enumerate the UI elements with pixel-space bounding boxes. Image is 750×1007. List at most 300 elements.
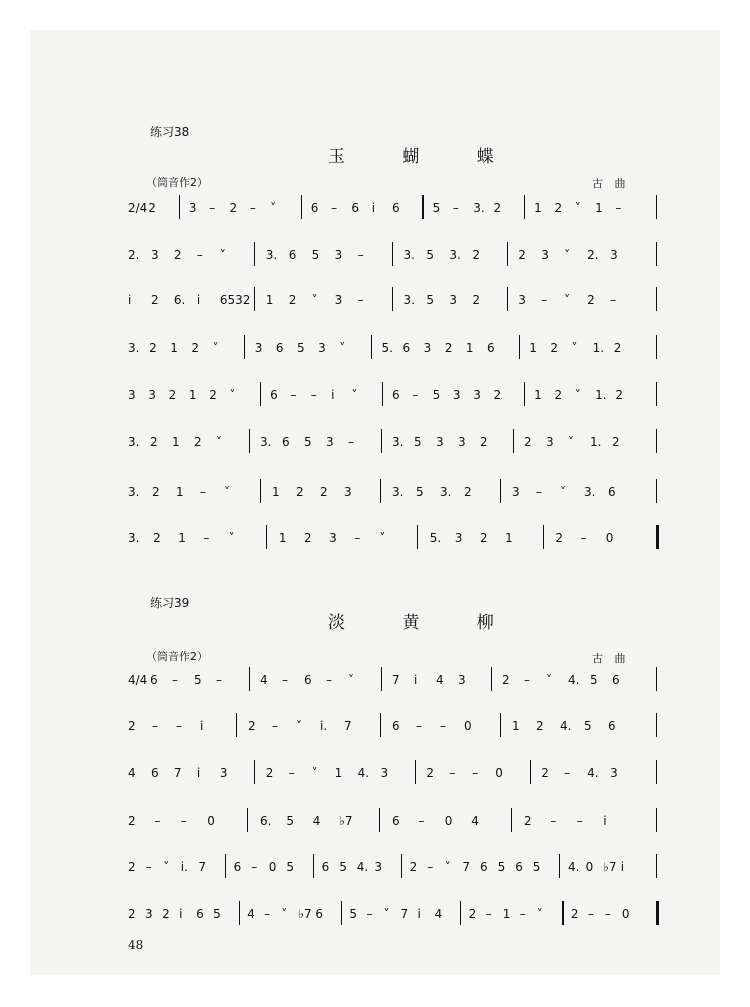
barline <box>656 287 657 311</box>
ex39-line-2 <box>128 716 656 738</box>
note-token: 6 <box>304 673 312 687</box>
note-token: 3 <box>512 485 520 499</box>
note-token: 2 <box>296 485 304 499</box>
exercise-38-label: 练习38 <box>150 125 190 139</box>
note-token: 4 <box>128 766 136 780</box>
note-token: 2 <box>152 485 160 499</box>
note-token: 2 <box>502 673 510 687</box>
note-token: 2 <box>288 293 297 307</box>
ex38-line-7 <box>128 482 656 504</box>
note-token: 2 <box>554 201 563 215</box>
note-token: 2 <box>536 719 544 733</box>
note-token: – <box>615 201 622 215</box>
note-token: 5 <box>532 860 541 874</box>
barline <box>260 382 261 406</box>
note-token: 5 <box>349 907 358 921</box>
note-token: 5 <box>286 860 295 874</box>
note-token: 3 <box>610 248 618 262</box>
note-token: 5 <box>432 201 441 215</box>
note-token: 3. <box>392 485 404 499</box>
note-token: 5 <box>426 248 435 262</box>
note-token: 1 <box>170 341 178 355</box>
note-token: 7 <box>198 860 207 874</box>
note-token: 0 <box>207 814 215 828</box>
note-token: 2 <box>541 766 549 780</box>
barline <box>382 382 383 406</box>
note-token: 3 <box>219 766 228 780</box>
note-token: 6 <box>608 485 616 499</box>
note-token: 0 <box>605 531 614 545</box>
note-token: – <box>366 907 373 921</box>
note-token: 1. <box>595 388 607 402</box>
note-token: 2 <box>320 485 328 499</box>
barline <box>519 335 520 359</box>
note-token: 3 <box>334 293 343 307</box>
note-token: 1 <box>534 388 542 402</box>
exercise-38-source: 古 曲 <box>592 177 630 190</box>
note-token: i <box>331 388 335 402</box>
note-token: – <box>576 814 583 828</box>
note-token: 6 <box>487 341 495 355</box>
note-token: – <box>610 293 617 307</box>
note-token: – <box>449 766 456 780</box>
note-token: 2 <box>128 860 136 874</box>
note-token: 2 <box>194 435 202 449</box>
barline <box>249 429 250 453</box>
note-token: – <box>176 719 182 733</box>
note-token: 2 <box>587 293 595 307</box>
note-token: 7 <box>173 766 182 780</box>
note-token: – <box>251 860 258 874</box>
barline <box>301 195 302 219</box>
barline <box>260 479 261 503</box>
note-token: 1 <box>178 531 186 545</box>
note-token: 2 <box>209 388 217 402</box>
barline <box>415 760 416 784</box>
note-token: 0 <box>268 860 277 874</box>
barline <box>266 525 267 549</box>
barline <box>380 713 381 737</box>
barline <box>543 525 544 549</box>
note-token: 6 <box>392 201 400 215</box>
note-token: 3. <box>128 485 140 499</box>
note-token: 6 <box>282 435 290 449</box>
note-token: ˅ <box>219 248 226 262</box>
ex38-line-4 <box>128 338 656 360</box>
final-barline <box>656 901 659 925</box>
note-token: 5 <box>590 673 598 687</box>
note-token: 2 <box>265 766 274 780</box>
ex38-line-5 <box>128 385 656 407</box>
barline <box>392 242 393 266</box>
note-token: 2 <box>524 435 532 449</box>
note-token: ˅ <box>564 293 571 307</box>
note-token: 3. <box>403 293 415 307</box>
note-token: ♭7 <box>339 814 353 828</box>
note-token: 2/4 <box>128 201 148 215</box>
note-token: 2 <box>480 435 488 449</box>
note-token: 4 <box>312 814 321 828</box>
note-token: 5 <box>286 814 295 828</box>
note-token: – <box>249 201 256 215</box>
note-token: i <box>620 860 625 874</box>
note-token: ˅ <box>339 341 346 355</box>
note-token: 2 <box>150 293 159 307</box>
note-token: 3 <box>449 293 458 307</box>
barline <box>511 808 512 832</box>
ex38-line-6 <box>128 432 656 454</box>
note-token: – <box>440 719 446 733</box>
note-token: 1. <box>590 435 602 449</box>
note-token: 3. <box>128 435 140 449</box>
barline <box>341 901 342 925</box>
note-token: 4. <box>568 860 580 874</box>
barline <box>507 242 508 266</box>
note-token: 6 <box>150 766 159 780</box>
note-token: ˅ <box>383 907 390 921</box>
note-token: ˅ <box>574 201 581 215</box>
note-token: ˅ <box>311 293 318 307</box>
note-token: – <box>357 293 364 307</box>
note-token: 6 <box>150 673 158 687</box>
note-token: 3. <box>392 435 404 449</box>
note-token: 2 <box>304 531 312 545</box>
note-token: 3 <box>452 388 461 402</box>
barline <box>524 382 525 406</box>
note-token: 1 <box>172 435 180 449</box>
note-token: – <box>604 907 611 921</box>
note-token: 3 <box>436 435 444 449</box>
barline <box>379 808 380 832</box>
note-token: 1. <box>592 341 605 355</box>
barline <box>380 479 381 503</box>
note-token: 1 <box>529 341 537 355</box>
note-token: 3 <box>546 435 554 449</box>
note-token: 6 <box>310 201 319 215</box>
barline <box>656 242 657 266</box>
barline <box>507 287 508 311</box>
note-token: 3 <box>254 341 263 355</box>
note-token: – <box>550 814 557 828</box>
note-token: ˅ <box>281 907 288 921</box>
ex39-line-6 <box>128 904 656 926</box>
note-token: i. <box>180 860 188 874</box>
note-token: – <box>564 766 571 780</box>
note-token: 2 <box>612 435 620 449</box>
note-token: 6 <box>270 388 278 402</box>
note-token: 3. <box>440 485 452 499</box>
note-token: ˅ <box>560 485 566 499</box>
note-token: 3. <box>584 485 596 499</box>
note-token: 1 <box>534 201 542 215</box>
note-token: 2 <box>550 341 559 355</box>
note-token: i <box>371 201 376 215</box>
note-token: 3. <box>260 435 272 449</box>
note-token: 1 <box>278 531 287 545</box>
note-token: 7 <box>344 719 352 733</box>
note-token: 5 <box>584 719 592 733</box>
note-token: ˅ <box>270 201 277 215</box>
note-token: ˅ <box>571 341 578 355</box>
note-token: 5 <box>414 435 422 449</box>
note-token: 2 <box>554 388 563 402</box>
note-token: 2 <box>524 814 532 828</box>
note-token: 3. <box>403 248 415 262</box>
note-token: 2 <box>409 860 418 874</box>
note-token: 4 <box>436 673 444 687</box>
note-token: ˅ <box>564 248 571 262</box>
note-token: – <box>452 201 459 215</box>
note-token: 3 <box>148 388 156 402</box>
barline <box>225 854 226 878</box>
barline <box>254 242 255 266</box>
note-token: – <box>587 907 594 921</box>
note-token: 2 <box>555 531 564 545</box>
note-token: 3. <box>265 248 278 262</box>
ex38-line-8 <box>128 528 656 550</box>
note-token: – <box>154 814 161 828</box>
ex39-line-3 <box>128 763 656 785</box>
note-token: i. <box>320 719 328 733</box>
ex38-line-2 <box>128 245 656 267</box>
note-token: 2 <box>128 907 136 921</box>
note-token: 1 <box>272 485 280 499</box>
note-token: 2 <box>426 766 435 780</box>
note-token: ˅ <box>163 860 170 874</box>
note-token: 6 <box>402 341 411 355</box>
note-token: – <box>541 293 548 307</box>
barline <box>239 901 240 925</box>
note-token: 0 <box>585 860 594 874</box>
barline <box>562 901 563 925</box>
note-token: 6 <box>321 860 330 874</box>
ex39-line-4 <box>128 811 656 833</box>
note-token: 3 <box>423 341 432 355</box>
note-token: 4 <box>247 907 255 921</box>
note-token: 6532 <box>219 293 251 307</box>
note-token: 1 <box>265 293 274 307</box>
note-token: ˅ <box>546 673 552 687</box>
note-token: ˅ <box>216 435 222 449</box>
note-token: 5 <box>416 485 424 499</box>
note-token: – <box>524 673 530 687</box>
barline <box>530 760 531 784</box>
note-token: i <box>179 907 183 921</box>
note-token: 3 <box>473 388 481 402</box>
barline <box>656 429 657 453</box>
note-token: 3. <box>473 201 485 215</box>
note-token: – <box>416 719 422 733</box>
barline <box>500 713 501 737</box>
note-token: – <box>412 388 419 402</box>
note-token: 5 <box>432 388 441 402</box>
note-token: – <box>418 814 425 828</box>
note-token: 4/4 <box>128 673 148 687</box>
note-token: 3 <box>454 531 463 545</box>
note-token: 6 <box>288 248 297 262</box>
barline <box>559 854 560 878</box>
note-token: 5 <box>296 341 305 355</box>
note-token: 2 <box>570 907 579 921</box>
note-token: 2 <box>518 248 526 262</box>
ex38-line-3 <box>128 290 656 312</box>
barline <box>460 901 461 925</box>
note-token: 2 <box>173 248 182 262</box>
note-token: 2 <box>480 531 488 545</box>
note-token: ˅ <box>444 860 451 874</box>
note-token: 2 <box>615 388 624 402</box>
note-token: 2 <box>444 341 453 355</box>
note-token: ˅ <box>536 907 543 921</box>
note-token: 1 <box>465 341 474 355</box>
note-token: 2 <box>162 907 170 921</box>
note-token: 2 <box>464 485 472 499</box>
barline <box>247 808 248 832</box>
barline <box>656 667 657 691</box>
note-token: 4 <box>434 907 443 921</box>
note-token: – <box>290 388 297 402</box>
note-token: 2 <box>493 201 502 215</box>
note-token: 4. <box>356 860 369 874</box>
note-token: i <box>200 719 204 733</box>
note-token: 1 <box>176 485 184 499</box>
note-token: 5 <box>194 673 202 687</box>
barline <box>313 854 314 878</box>
note-token: 6 <box>515 860 523 874</box>
note-token: – <box>288 766 295 780</box>
note-token: 2 <box>153 531 161 545</box>
ex39-line-5 <box>128 857 656 879</box>
note-token: i <box>417 907 421 921</box>
note-token: ♭7 <box>298 907 312 921</box>
note-token: 6 <box>480 860 488 874</box>
note-token: – <box>209 201 216 215</box>
barline <box>656 713 657 737</box>
note-token: 3. <box>449 248 461 262</box>
note-token: – <box>272 719 278 733</box>
note-token: i <box>414 673 418 687</box>
note-token: – <box>196 248 203 262</box>
barline <box>656 808 657 832</box>
ex38-line-1 <box>128 198 656 220</box>
barline <box>513 429 514 453</box>
note-token: 6 <box>233 860 242 874</box>
barline <box>244 335 245 359</box>
note-token: 6 <box>608 719 616 733</box>
note-token: ˅ <box>296 719 302 733</box>
barline <box>491 667 492 691</box>
note-token: – <box>152 719 158 733</box>
note-token: i <box>603 814 607 828</box>
note-token: 6 <box>392 814 400 828</box>
note-token: 1 <box>502 907 511 921</box>
note-token: 2. <box>128 248 140 262</box>
barline <box>254 760 255 784</box>
barline <box>381 429 382 453</box>
ex39-line-1 <box>128 670 656 692</box>
barline <box>254 287 255 311</box>
note-token: 2 <box>191 341 199 355</box>
note-token: 2 <box>229 201 238 215</box>
note-token: 0 <box>495 766 503 780</box>
note-token: 0 <box>444 814 453 828</box>
note-token: – <box>203 531 210 545</box>
note-token: 4 <box>471 814 479 828</box>
note-token: 4. <box>560 719 572 733</box>
note-token: 3 <box>380 766 389 780</box>
note-token: 1 <box>334 766 343 780</box>
note-token: – <box>282 673 288 687</box>
note-token: 5. <box>429 531 442 545</box>
note-token: – <box>427 860 434 874</box>
note-token: ˅ <box>224 485 230 499</box>
note-token: 3. <box>128 531 140 545</box>
note-token: 3 <box>145 907 153 921</box>
barline <box>656 335 657 359</box>
note-token: 6 <box>275 341 284 355</box>
note-token: 6 <box>196 907 204 921</box>
note-token: 6. <box>260 814 272 828</box>
note-token: 2 <box>468 907 477 921</box>
note-token: 5 <box>304 435 312 449</box>
note-token: 3 <box>318 341 326 355</box>
barline <box>417 525 418 549</box>
barline <box>500 479 501 503</box>
note-token: ˅ <box>568 435 574 449</box>
note-token: – <box>172 673 178 687</box>
barline <box>422 195 423 219</box>
note-token: 7 <box>392 673 400 687</box>
note-token: 2 <box>150 435 158 449</box>
note-token: 3 <box>458 673 466 687</box>
note-token: – <box>331 201 338 215</box>
note-token: – <box>145 860 152 874</box>
barline <box>236 713 237 737</box>
note-token: ˅ <box>351 388 358 402</box>
note-token: 2 <box>168 388 177 402</box>
note-token: – <box>354 531 361 545</box>
note-token: – <box>536 485 542 499</box>
note-token: 3 <box>150 248 159 262</box>
note-token: 2 <box>472 293 480 307</box>
note-token: 3 <box>610 766 618 780</box>
note-token: i <box>128 293 132 307</box>
note-token: – <box>264 907 271 921</box>
note-token: 3 <box>334 248 343 262</box>
note-token: – <box>310 388 317 402</box>
barline <box>656 760 657 784</box>
note-token: ˅ <box>379 531 386 545</box>
note-token: 4. <box>568 673 580 687</box>
note-token: – <box>357 248 364 262</box>
barline <box>524 195 525 219</box>
note-token: – <box>180 814 187 828</box>
note-token: 3. <box>128 341 140 355</box>
note-token: – <box>348 435 354 449</box>
note-token: – <box>580 531 587 545</box>
note-token: 3 <box>541 248 549 262</box>
note-token: 1 <box>512 719 520 733</box>
note-token: 2 <box>148 201 156 215</box>
note-token: 2 <box>493 388 502 402</box>
note-token: 3 <box>188 201 197 215</box>
note-token: i <box>196 766 201 780</box>
note-token: 2 <box>248 719 256 733</box>
note-token: – <box>485 907 492 921</box>
exercise-39-tuning: （筒音作2） <box>146 650 208 663</box>
note-token: 3 <box>344 485 352 499</box>
note-token: 2 <box>128 814 136 828</box>
